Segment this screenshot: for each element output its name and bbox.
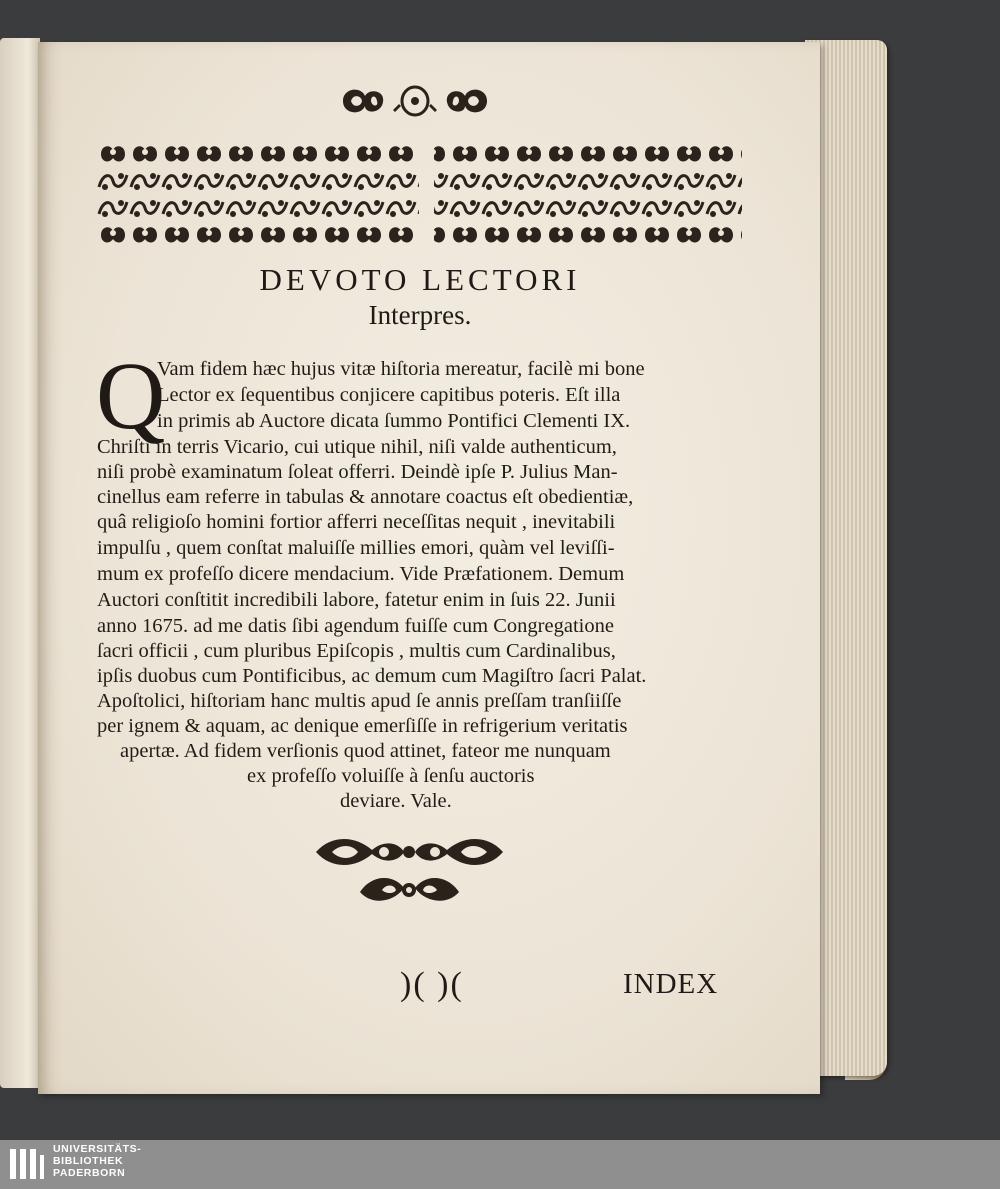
- text-line: ex profeſſo voluiſſe à ſenſu auctoris: [247, 765, 535, 787]
- library-logo-icon: [8, 1145, 46, 1183]
- footer-bar: [0, 1140, 1000, 1189]
- decorative-frieze-icon: [97, 140, 742, 248]
- text-line: niſi probè examinatum ſoleat offerri. Deindè ipſe P. Julius Man-: [97, 461, 618, 483]
- text-line: anno 1675. ad me datis ſibi agendum fuiſſe cum Congregatione: [97, 615, 614, 637]
- text-line: apertæ. Ad fidem verſionis quod attinet, fateor me nunquam: [120, 740, 611, 762]
- text-line: ipſis duobus cum Pontificibus, ac demum cum Magiſtro ſacri Palat.: [97, 665, 647, 687]
- library-name-line2: BIBLIOTHEK: [53, 1155, 124, 1167]
- drop-cap: Q: [96, 342, 166, 449]
- page-heading: DEVOTO LECTORI: [259, 262, 581, 297]
- text-line: Auctori conſtitit incredibili labore, fatetur enim in ſuis 22. Junii: [97, 589, 616, 611]
- text-line: impulſu , quem conſtat maluiſſe millies emori, quàm vel leviſſi-: [97, 537, 615, 559]
- page-subheading: Interpres.: [368, 300, 472, 330]
- text-line: quâ religioſo homini fortior afferri neceſſitas nequit , inevitabili: [97, 511, 616, 533]
- text-line: cinellus eam referre in tabulas & annotare coactus eſt obedientiæ,: [97, 486, 634, 508]
- text-line: Vam fidem hæc hujus vitæ hiſtoria mereatur, facilè mi bone: [157, 358, 645, 380]
- library-name-line3: PADERBORN: [53, 1167, 126, 1179]
- signature-mark: )( )(: [400, 966, 464, 1003]
- catchword: INDEX: [623, 968, 719, 1000]
- top-ornament-icon: [335, 80, 495, 122]
- text-line: Lector ex ſequentibus conjicere capitibus poteris. Eſt illa: [157, 384, 621, 406]
- left-page-edge: [0, 38, 40, 1088]
- floral-ornament-icon: [312, 832, 507, 912]
- text-line: ſacri officii , cum pluribus Epiſcopis , multis cum Cardinalibus,: [97, 640, 616, 662]
- text-line: in primis ab Auctore dicata ſummo Pontifici Clementi IX.: [157, 410, 631, 432]
- text-line: mum ex profeſſo dicere mendacium. Vide Præfationem. Demum: [97, 563, 625, 585]
- text-line: Apoſtolici, hiſtoriam hanc multis apud ſe annis preſſam tranſiiſſe: [97, 690, 622, 712]
- text-line: deviare. Vale.: [340, 790, 452, 812]
- text-line: Chriſti in terris Vicario, cui utique nihil, niſi valde authenticum,: [97, 436, 617, 458]
- text-line: per ignem & aquam, ac denique emerſiſſe in refrigerium veritatis: [97, 715, 628, 737]
- library-name-line1: UNIVERSITÄTS-: [53, 1143, 142, 1155]
